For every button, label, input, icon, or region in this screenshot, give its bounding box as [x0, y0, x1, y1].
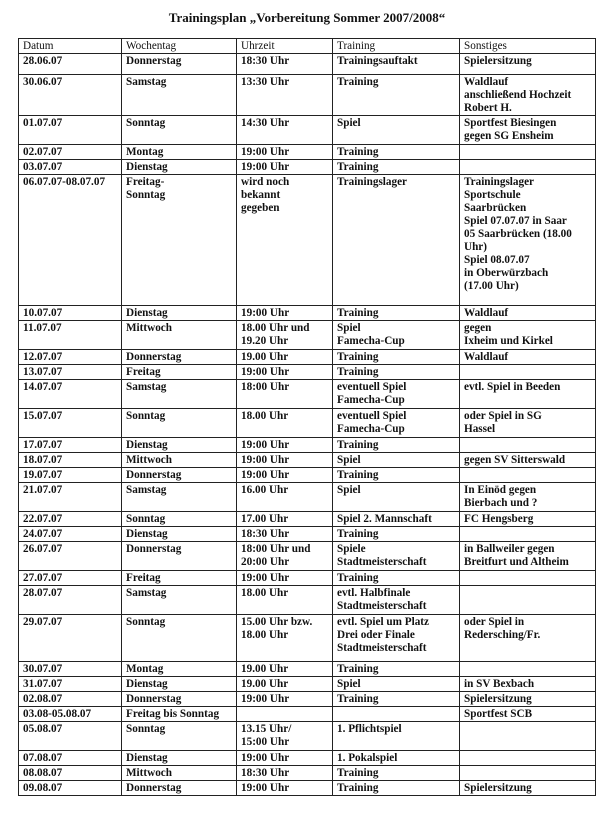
weekday-cell: Sonntag [122, 512, 237, 527]
table-row [19, 512, 596, 527]
time-cell: 19:00 Uhr [237, 145, 333, 160]
time-cell: 18.00 Uhr [237, 586, 333, 615]
column-header-training: Training [333, 39, 460, 54]
table-row [19, 175, 596, 306]
notes-cell [460, 766, 596, 781]
weekday-cell: Dienstag [122, 306, 237, 321]
notes-cell [460, 145, 596, 160]
table-body [19, 54, 596, 796]
weekday-cell: Sonntag [122, 116, 237, 145]
training-cell: Training [333, 438, 460, 453]
training-cell: Training [333, 306, 460, 321]
notes-cell: Trainingslager Sportschule Saarbrücken Spiel 07.07.07 in Saar 05 Saarbrücken (18.00 Uhr) Spiel 08.07.07 in Oberwürzbach (17.00 Uhr) [460, 175, 596, 306]
notes-cell: In Einöd gegen Bierbach und ? [460, 483, 596, 512]
date-cell: 03.07.07 [19, 160, 122, 175]
notes-cell: Waldlauf anschließend Hochzeit Robert H. [460, 75, 596, 116]
time-cell: 19:00 Uhr [237, 692, 333, 707]
training-cell: Training [333, 160, 460, 175]
notes-cell [460, 468, 596, 483]
weekday-cell: Samstag [122, 483, 237, 512]
notes-cell: Spielersitzung [460, 781, 596, 796]
notes-cell: oder Spiel in Redersching/Fr. [460, 615, 596, 662]
time-cell: 18:30 Uhr [237, 527, 333, 542]
table-row [19, 438, 596, 453]
weekday-cell: Samstag [122, 586, 237, 615]
notes-cell: gegen Ixheim und Kirkel [460, 321, 596, 350]
table-header-row [19, 39, 596, 54]
table-row [19, 677, 596, 692]
date-cell: 03.08-05.08.07 [19, 707, 122, 722]
weekday-cell: Donnerstag [122, 692, 237, 707]
date-cell: 14.07.07 [19, 380, 122, 409]
weekday-cell: Mittwoch [122, 453, 237, 468]
time-cell: 18:30 Uhr [237, 54, 333, 75]
training-cell [333, 707, 460, 722]
time-cell: 17.00 Uhr [237, 512, 333, 527]
notes-cell: in Ballweiler gegen Breitfurt und Altheim [460, 542, 596, 571]
notes-cell [460, 722, 596, 751]
column-header-sonstiges: Sonstiges [460, 39, 596, 54]
time-cell: 13:30 Uhr [237, 75, 333, 116]
weekday-cell: Donnerstag [122, 542, 237, 571]
training-cell: evtl. Halbfinale Stadtmeisterschaft [333, 586, 460, 615]
table-row [19, 145, 596, 160]
training-cell: Spiel [333, 677, 460, 692]
training-cell: Training [333, 571, 460, 586]
time-cell: 18.00 Uhr [237, 409, 333, 438]
training-cell: Trainingsauftakt [333, 54, 460, 75]
time-cell: 19:00 Uhr [237, 571, 333, 586]
time-cell: 19:00 Uhr [237, 306, 333, 321]
weekday-cell: Samstag [122, 75, 237, 116]
training-cell: Training [333, 527, 460, 542]
training-cell: eventuell Spiel Famecha-Cup [333, 409, 460, 438]
table-row [19, 350, 596, 365]
training-cell: Spiel [333, 483, 460, 512]
table-row [19, 527, 596, 542]
table-row [19, 707, 596, 722]
notes-cell: Spielersitzung [460, 54, 596, 75]
notes-cell: Waldlauf [460, 306, 596, 321]
table-row [19, 751, 596, 766]
date-cell: 24.07.07 [19, 527, 122, 542]
weekday-cell: Sonntag [122, 615, 237, 662]
table-row [19, 692, 596, 707]
time-cell: 19:00 Uhr [237, 781, 333, 796]
training-cell: Training [333, 75, 460, 116]
date-cell: 11.07.07 [19, 321, 122, 350]
time-cell: 19.00 Uhr [237, 677, 333, 692]
weekday-cell: Dienstag [122, 438, 237, 453]
time-cell: 19:00 Uhr [237, 160, 333, 175]
notes-cell: gegen SV Sitterswald [460, 453, 596, 468]
weekday-cell: Mittwoch [122, 766, 237, 781]
weekday-cell: Samstag [122, 380, 237, 409]
weekday-cell: Dienstag [122, 751, 237, 766]
date-cell: 26.07.07 [19, 542, 122, 571]
notes-cell [460, 160, 596, 175]
time-cell: 18:00 Uhr und 20:00 Uhr [237, 542, 333, 571]
weekday-cell: Donnerstag [122, 468, 237, 483]
date-cell: 01.07.07 [19, 116, 122, 145]
time-cell: 19:00 Uhr [237, 453, 333, 468]
notes-cell [460, 438, 596, 453]
time-cell: 19.00 Uhr [237, 350, 333, 365]
training-cell: Training [333, 692, 460, 707]
training-cell: Spiele Stadtmeisterschaft [333, 542, 460, 571]
date-cell: 28.07.07 [19, 586, 122, 615]
training-cell: eventuell Spiel Famecha-Cup [333, 380, 460, 409]
notes-cell: evtl. Spiel in Beeden [460, 380, 596, 409]
weekday-cell: Freitag [122, 365, 237, 380]
weekday-cell: Freitag- Sonntag [122, 175, 237, 306]
notes-cell: in SV Bexbach [460, 677, 596, 692]
weekday-cell: Sonntag [122, 722, 237, 751]
table-row [19, 306, 596, 321]
weekday-cell: Mittwoch [122, 321, 237, 350]
time-cell: wird noch bekannt gegeben [237, 175, 333, 306]
weekday-cell: Montag [122, 145, 237, 160]
time-cell: 15.00 Uhr bzw. 18.00 Uhr [237, 615, 333, 662]
training-cell: Spiel [333, 116, 460, 145]
date-cell: 08.08.07 [19, 766, 122, 781]
notes-cell [460, 586, 596, 615]
training-cell: Training [333, 145, 460, 160]
table-row [19, 571, 596, 586]
weekday-cell: Donnerstag [122, 54, 237, 75]
notes-cell [460, 365, 596, 380]
column-header-wochentag: Wochentag [122, 39, 237, 54]
table-row [19, 586, 596, 615]
table-row [19, 542, 596, 571]
date-cell: 30.07.07 [19, 662, 122, 677]
notes-cell: Spielersitzung [460, 692, 596, 707]
time-cell: 19:00 Uhr [237, 751, 333, 766]
weekday-cell: Donnerstag [122, 781, 237, 796]
date-cell: 07.08.07 [19, 751, 122, 766]
table-row [19, 468, 596, 483]
document-title: Trainingsplan „Vorbereitung Sommer 2007/2008“ [168, 10, 446, 25]
time-cell: 16.00 Uhr [237, 483, 333, 512]
table-row [19, 380, 596, 409]
time-cell: 14:30 Uhr [237, 116, 333, 145]
weekday-cell: Dienstag [122, 160, 237, 175]
training-cell: evtl. Spiel um Platz Drei oder Finale Stadtmeisterschaft [333, 615, 460, 662]
time-cell: 18:00 Uhr [237, 380, 333, 409]
weekday-cell: Donnerstag [122, 350, 237, 365]
notes-cell: oder Spiel in SG Hassel [460, 409, 596, 438]
table-row [19, 766, 596, 781]
notes-cell [460, 662, 596, 677]
training-cell: 1. Pokalspiel [333, 751, 460, 766]
training-cell: Training [333, 766, 460, 781]
notes-cell [460, 527, 596, 542]
date-cell: 15.07.07 [19, 409, 122, 438]
date-cell: 31.07.07 [19, 677, 122, 692]
date-cell: 05.08.07 [19, 722, 122, 751]
training-cell: Training [333, 662, 460, 677]
table-row [19, 662, 596, 677]
training-cell: Training [333, 350, 460, 365]
notes-cell: FC Hengsberg [460, 512, 596, 527]
date-cell: 06.07.07-08.07.07 [19, 175, 122, 306]
training-cell: Training [333, 468, 460, 483]
training-cell: Spiel 2. Mannschaft [333, 512, 460, 527]
time-cell: 19:00 Uhr [237, 438, 333, 453]
table-row [19, 409, 596, 438]
training-cell: Spiel [333, 453, 460, 468]
column-header-datum: Datum [19, 39, 122, 54]
notes-cell: Sportfest Biesingen gegen SG Ensheim [460, 116, 596, 145]
training-cell: Trainingslager [333, 175, 460, 306]
training-cell: 1. Pflichtspiel [333, 722, 460, 751]
time-cell [237, 707, 333, 722]
table-row [19, 321, 596, 350]
time-cell: 19:00 Uhr [237, 468, 333, 483]
weekday-cell: Sonntag [122, 409, 237, 438]
date-cell: 13.07.07 [19, 365, 122, 380]
date-cell: 21.07.07 [19, 483, 122, 512]
date-cell: 02.08.07 [19, 692, 122, 707]
training-schedule-table [18, 38, 596, 796]
date-cell: 28.06.07 [19, 54, 122, 75]
table-row [19, 365, 596, 380]
table-row [19, 615, 596, 662]
table-row [19, 483, 596, 512]
date-cell: 27.07.07 [19, 571, 122, 586]
date-cell: 12.07.07 [19, 350, 122, 365]
date-cell: 30.06.07 [19, 75, 122, 116]
date-cell: 10.07.07 [19, 306, 122, 321]
date-cell: 18.07.07 [19, 453, 122, 468]
table-row [19, 453, 596, 468]
date-cell: 22.07.07 [19, 512, 122, 527]
training-cell: Training [333, 781, 460, 796]
date-cell: 19.07.07 [19, 468, 122, 483]
weekday-cell: Montag [122, 662, 237, 677]
training-cell: Training [333, 365, 460, 380]
time-cell: 13.15 Uhr/ 15:00 Uhr [237, 722, 333, 751]
time-cell: 18:30 Uhr [237, 766, 333, 781]
training-cell: Spiel Famecha-Cup [333, 321, 460, 350]
notes-cell: Sportfest SCB [460, 707, 596, 722]
weekday-cell: Dienstag [122, 527, 237, 542]
weekday-cell: Dienstag [122, 677, 237, 692]
weekday-cell: Freitag bis Sonntag [122, 707, 237, 722]
table-row [19, 116, 596, 145]
table-row [19, 54, 596, 75]
table-row [19, 781, 596, 796]
time-cell: 18.00 Uhr und 19.20 Uhr [237, 321, 333, 350]
date-cell: 09.08.07 [19, 781, 122, 796]
weekday-cell: Freitag [122, 571, 237, 586]
notes-cell [460, 571, 596, 586]
column-header-uhrzeit: Uhrzeit [237, 39, 333, 54]
date-cell: 29.07.07 [19, 615, 122, 662]
notes-cell [460, 751, 596, 766]
date-cell: 02.07.07 [19, 145, 122, 160]
date-cell: 17.07.07 [19, 438, 122, 453]
time-cell: 19:00 Uhr [237, 365, 333, 380]
time-cell: 19.00 Uhr [237, 662, 333, 677]
table-row [19, 75, 596, 116]
notes-cell: Waldlauf [460, 350, 596, 365]
table-row [19, 722, 596, 751]
table-row [19, 160, 596, 175]
